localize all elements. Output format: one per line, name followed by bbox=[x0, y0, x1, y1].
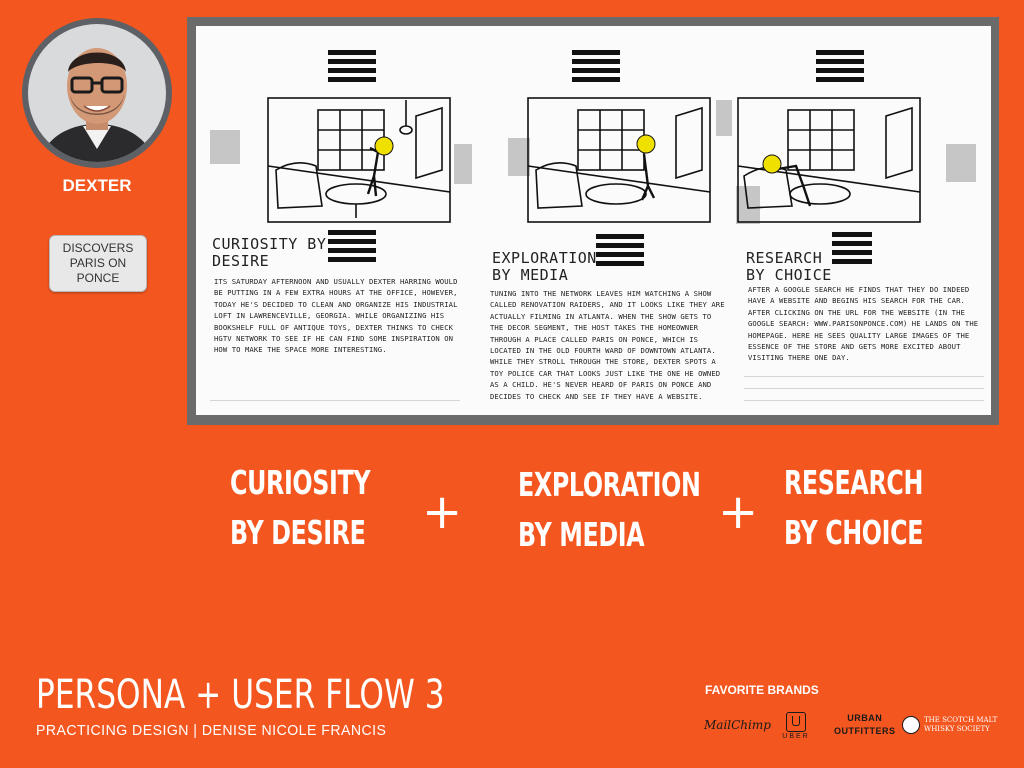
panel-title bbox=[212, 236, 326, 270]
ruled-line bbox=[744, 400, 984, 401]
persona-photo bbox=[28, 24, 166, 162]
panel-title-line: EXPLORATION bbox=[492, 249, 597, 267]
sketch-room-2 bbox=[526, 96, 712, 226]
brand-line: THE SCOTCH MALT bbox=[924, 716, 998, 724]
flow-step-line: EXPLORATION bbox=[518, 465, 701, 504]
flow-step-research bbox=[784, 458, 923, 558]
storyboard-sheet bbox=[196, 26, 991, 415]
page-title: PERSONA + USER FLOW 3 bbox=[36, 672, 445, 718]
panel-title-line: BY MEDIA bbox=[492, 266, 569, 284]
tape-strip bbox=[454, 144, 472, 184]
storyboard-frame bbox=[187, 17, 999, 425]
page-subtitle: PRACTICING DESIGN | DENISE NICOLE FRANCIS bbox=[36, 722, 387, 739]
flow-step-line: RESEARCH bbox=[784, 463, 924, 502]
flow-step-line: CURIOSITY bbox=[230, 463, 371, 502]
ruled-line bbox=[744, 376, 984, 377]
panel-text: ITS SATURDAY AFTERNOON AND USUALLY DEXTER HARRING WOULD BE PUTTING IN A FEW EXTRA HOURS AT THE OFFICE, HOWEVER, TODAY HE'S DECIDED TO CLEAN AND ORGANIZE HIS INDUSTRIAL LOFT IN LAWRENCEVILLE, GEORGIA. WHILE ORGANIZING HIS BOOKSHELF FULL OF ANTIQUE TOYS, DEXTER THINKS TO CHECK HGTV NETWORK TO SEE IF HE CAN FIND SOME INSPIRATION ON HOW TO MAKE THE SPACE MORE INTERESTING. bbox=[214, 277, 458, 355]
ruled-line bbox=[744, 388, 984, 389]
flow-step-curiosity bbox=[230, 458, 370, 558]
uber-wordmark: UBER bbox=[782, 733, 810, 740]
panel-title-line: RESEARCH bbox=[746, 249, 823, 267]
brands-heading: FAVORITE BRANDS bbox=[705, 683, 819, 697]
flow-plus-separator: + bbox=[718, 484, 759, 540]
brand-line: WHISKY SOCIETY bbox=[924, 725, 990, 733]
persona-name: DEXTER bbox=[62, 176, 132, 195]
panel-title bbox=[492, 250, 597, 284]
smws-logo bbox=[902, 716, 997, 734]
panel-title-line: CURIOSITY BY bbox=[212, 235, 327, 253]
panel-title bbox=[746, 250, 832, 284]
sketch-room-1 bbox=[266, 96, 452, 226]
sketch-bar-mark bbox=[328, 230, 376, 266]
brand-line: OUTFITTERS bbox=[834, 726, 896, 736]
uber-icon bbox=[786, 712, 806, 732]
brand-line: URBAN bbox=[847, 713, 883, 723]
flow-step-line: BY MEDIA bbox=[518, 515, 645, 554]
uber-logo bbox=[780, 712, 812, 740]
panel-text: TUNING INTO THE NETWORK LEAVES HIM WATCHING A SHOW CALLED RENOVATION RAIDERS, AND IT LOOKS LIKE THEY ARE ACTUALLY FILMING IN ATLANTA. WHEN THE SHOW GETS TO THE DECOR SEGMENT, THE HOST TAKES THE HOMEOWNER THROUGH A PLACE CALLED PARIS ON PONCE, WHICH IS LOCATED IN THE OLD FOURTH WARD OF DOWNTOWN ATLANTA. WHILE THEY STROLL THROUGH THE STORE, DEXTER SPOTS A TOY POLICE CAR THAT LOOKS JUST LIKE THE ONE HE OWNED AS A CHILD. HE'S NEVER HEARD OF PARIS ON PONCE AND DECIDES TO CHECK AND SEE IF THEY HAVE A WEBSITE. bbox=[490, 289, 725, 401]
panel-title-line: DESIRE bbox=[212, 252, 270, 270]
uber-icon-mark bbox=[792, 716, 800, 726]
tape-strip bbox=[210, 130, 240, 164]
persona-avatar bbox=[22, 18, 172, 168]
panel-text: AFTER A GOOGLE SEARCH HE FINDS THAT THEY DO INDEED HAVE A WEBSITE AND BEGINS HIS SEARCH FOR THE CAR. AFTER CLICKING ON THE URL FOR THE WEBSITE (IN THE GOOGLE SEARCH: WWW.PARISONPONCE.COM) HE LANDS ON THE HOMEPAGE. HERE HE SEES QUALITY LARGE IMAGES OF THE ESSENCE OF THE STORE AND GETS MORE EXCITED ABOUT VISITING THERE ONE DAY. bbox=[748, 285, 979, 363]
flow-step-exploration bbox=[518, 460, 700, 560]
urban-outfitters-logo bbox=[834, 712, 896, 738]
sketch-bar-mark bbox=[816, 50, 864, 86]
tape-strip bbox=[716, 100, 732, 136]
sketch-room-3 bbox=[736, 96, 922, 226]
smws-seal-icon bbox=[902, 716, 920, 734]
smws-wordmark bbox=[924, 716, 997, 734]
mailchimp-logo: MailChimp bbox=[704, 718, 771, 732]
sketch-bar-mark bbox=[832, 232, 872, 268]
ruled-line bbox=[210, 400, 460, 401]
panel-title-line: BY CHOICE bbox=[746, 266, 832, 284]
flow-plus-separator: + bbox=[422, 484, 463, 540]
tape-strip bbox=[946, 144, 976, 182]
sketch-bar-mark bbox=[328, 50, 376, 86]
sketch-bar-mark bbox=[596, 234, 644, 270]
sketch-bar-mark bbox=[572, 50, 620, 86]
persona-tag-badge: DISCOVERS PARIS ON PONCE bbox=[49, 235, 147, 292]
flow-step-line: BY DESIRE bbox=[230, 513, 366, 552]
flow-step-line: BY CHOICE bbox=[784, 513, 924, 552]
